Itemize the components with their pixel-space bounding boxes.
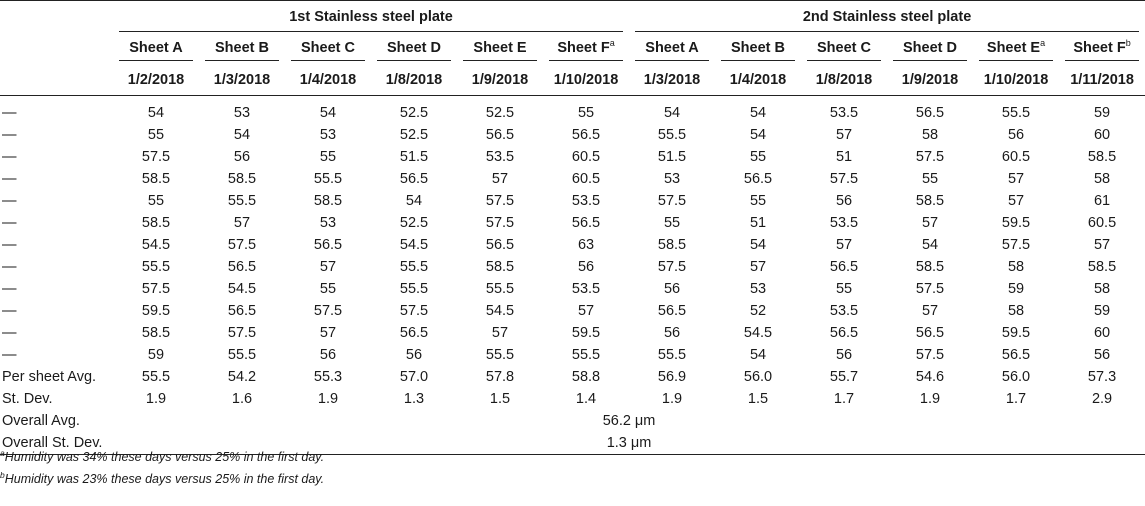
table-cell: 55.5 bbox=[485, 347, 515, 363]
sheet-name bbox=[119, 40, 193, 61]
table-cell: 52 bbox=[749, 303, 767, 319]
table-cell: 58.5 bbox=[141, 325, 171, 341]
sheet-name bbox=[635, 40, 709, 61]
table-cell: 59.5 bbox=[1001, 325, 1031, 341]
sheet-name bbox=[807, 40, 881, 61]
table-cell: 54 bbox=[749, 105, 767, 121]
table-cell: 57 bbox=[1093, 237, 1111, 253]
table-cell: 57 bbox=[749, 259, 767, 275]
table-cell: 58.8 bbox=[571, 369, 601, 385]
table-cell: 54 bbox=[921, 237, 939, 253]
table-cell: 56 bbox=[1093, 347, 1111, 363]
table-cell: 53 bbox=[663, 171, 681, 187]
table-cell: 58 bbox=[1093, 171, 1111, 187]
table-cell: 56.5 bbox=[313, 237, 343, 253]
row-label: — bbox=[2, 237, 17, 253]
row-label: Per sheet Avg. bbox=[2, 369, 97, 385]
sheet-header bbox=[113, 35, 199, 65]
sheet-name-text: Sheet F bbox=[1073, 39, 1126, 56]
table-cell: 51.5 bbox=[657, 149, 687, 165]
table-cell: 57 bbox=[835, 127, 853, 143]
table-cell: 55.7 bbox=[829, 369, 859, 385]
footnote-mark: b bbox=[1125, 37, 1131, 48]
table-cell: 58.5 bbox=[915, 259, 945, 275]
table-cell: 1.6 bbox=[231, 391, 253, 407]
table-cell: 56.9 bbox=[657, 369, 687, 385]
table-row bbox=[0, 344, 1145, 366]
sheet-date: 1/10/2018 bbox=[543, 65, 629, 96]
table-cell: 53 bbox=[319, 127, 337, 143]
table-cell: 56.5 bbox=[227, 303, 257, 319]
row-label: — bbox=[2, 215, 17, 231]
table-cell: 55.5 bbox=[1001, 105, 1031, 121]
group-label-2: 2nd Stainless steel plate bbox=[635, 5, 1139, 32]
table-cell: 55 bbox=[663, 215, 681, 231]
table-cell: 55 bbox=[147, 193, 165, 209]
sheet-name-text: Sheet E bbox=[473, 39, 527, 56]
table-cell: 57 bbox=[319, 325, 337, 341]
table-cell: 56 bbox=[233, 149, 251, 165]
row-label: — bbox=[2, 281, 17, 297]
sheet-name bbox=[205, 40, 279, 61]
sheet-name bbox=[549, 37, 623, 61]
table-cell: 56 bbox=[835, 193, 853, 209]
table-cell: 56 bbox=[1007, 127, 1025, 143]
table-cell: 58 bbox=[1007, 259, 1025, 275]
table-cell: 1.5 bbox=[747, 391, 769, 407]
group-header-2 bbox=[629, 1, 1145, 36]
table-row bbox=[0, 96, 1145, 125]
group-header-1 bbox=[113, 1, 629, 36]
sheet-name-text: Sheet B bbox=[215, 39, 269, 56]
table-cell: 63 bbox=[577, 237, 595, 253]
sheet-header bbox=[715, 35, 801, 65]
table-cell: 54.5 bbox=[227, 281, 257, 297]
table-cell: 57 bbox=[921, 215, 939, 231]
table-cell: 57 bbox=[233, 215, 251, 231]
table-cell: 56.5 bbox=[399, 325, 429, 341]
table-cell: 54 bbox=[233, 127, 251, 143]
table-cell: 55 bbox=[319, 149, 337, 165]
sheet-date: 1/9/2018 bbox=[887, 65, 973, 96]
table-cell: 55 bbox=[577, 105, 595, 121]
sheet-name bbox=[377, 40, 451, 61]
row-label: — bbox=[2, 149, 17, 165]
group-label-1: 1st Stainless steel plate bbox=[119, 5, 623, 32]
sheet-name bbox=[893, 40, 967, 61]
table-cell: 53 bbox=[749, 281, 767, 297]
table-cell: 56.5 bbox=[485, 127, 515, 143]
sheet-header bbox=[199, 35, 285, 65]
table-cell: 53.5 bbox=[829, 303, 859, 319]
table-cell: 57.5 bbox=[141, 149, 171, 165]
table-cell: 56 bbox=[663, 325, 681, 341]
table-cell: 55 bbox=[147, 127, 165, 143]
table-cell: 56.5 bbox=[915, 105, 945, 121]
table-cell: 60.5 bbox=[571, 149, 601, 165]
table-cell: 56.5 bbox=[829, 259, 859, 275]
table-cell: 57.8 bbox=[485, 369, 515, 385]
table-cell: 53 bbox=[233, 105, 251, 121]
sheet-date: 1/3/2018 bbox=[629, 65, 715, 96]
table-cell: 57.5 bbox=[399, 303, 429, 319]
table-cell: 55.5 bbox=[485, 281, 515, 297]
group-header-row bbox=[0, 1, 1145, 36]
table-cell: 52.5 bbox=[399, 215, 429, 231]
table-cell: 57.5 bbox=[485, 215, 515, 231]
table-cell: 58.5 bbox=[1087, 149, 1117, 165]
table-cell: 1.9 bbox=[919, 391, 941, 407]
table-cell: 59.5 bbox=[571, 325, 601, 341]
table-cell: 58 bbox=[921, 127, 939, 143]
row-label: St. Dev. bbox=[2, 391, 53, 407]
table-cell: 57 bbox=[491, 171, 509, 187]
table-row bbox=[0, 322, 1145, 344]
overall-row bbox=[0, 410, 1145, 432]
row-label: — bbox=[2, 347, 17, 363]
sheet-name-text: Sheet E bbox=[986, 39, 1041, 56]
table-cell: 54.2 bbox=[227, 369, 257, 385]
table-cell: 1.9 bbox=[661, 391, 683, 407]
corner-cell bbox=[0, 1, 113, 36]
table-row bbox=[0, 190, 1145, 212]
sheet-name-text: Sheet B bbox=[731, 39, 786, 56]
table-cell: 55.5 bbox=[571, 347, 601, 363]
table-cell: 58.5 bbox=[141, 215, 171, 231]
sheet-name bbox=[463, 40, 537, 61]
overall-value: 1.3 μm bbox=[113, 432, 1145, 455]
table-cell: 56.0 bbox=[743, 369, 773, 385]
sheet-name-text: Sheet C bbox=[301, 39, 355, 56]
table-cell: 57 bbox=[319, 259, 337, 275]
table-cell: 55.5 bbox=[141, 369, 171, 385]
table-cell: 53.5 bbox=[829, 105, 859, 121]
table-cell: 60 bbox=[1093, 325, 1111, 341]
table-cell: 59 bbox=[1007, 281, 1025, 297]
table-cell: 56 bbox=[577, 259, 595, 275]
sheet-header bbox=[1059, 35, 1145, 65]
table-cell: 56.5 bbox=[657, 303, 687, 319]
table-cell: 57.5 bbox=[915, 149, 945, 165]
table-cell: 57 bbox=[921, 303, 939, 319]
table-cell: 52.5 bbox=[485, 105, 515, 121]
table-row bbox=[0, 388, 1145, 410]
table-cell: 57 bbox=[1007, 193, 1025, 209]
table-cell: 57.5 bbox=[227, 237, 257, 253]
table-cell: 57.5 bbox=[915, 347, 945, 363]
table-cell: 55 bbox=[749, 149, 767, 165]
table-cell: 53.5 bbox=[571, 193, 601, 209]
table-cell: 58.5 bbox=[485, 259, 515, 275]
row-label: — bbox=[2, 105, 17, 121]
table-cell: 54.5 bbox=[485, 303, 515, 319]
sheet-date: 1/4/2018 bbox=[715, 65, 801, 96]
table-cell: 1.9 bbox=[145, 391, 167, 407]
table-cell: 1.9 bbox=[317, 391, 339, 407]
row-label: — bbox=[2, 171, 17, 187]
row-label: — bbox=[2, 303, 17, 319]
table-cell: 60.5 bbox=[1001, 149, 1031, 165]
table-cell: 55 bbox=[749, 193, 767, 209]
table-cell: 57.5 bbox=[141, 281, 171, 297]
table-cell: 55.5 bbox=[227, 193, 257, 209]
table-cell: 56 bbox=[663, 281, 681, 297]
table-cell: 58.5 bbox=[141, 171, 171, 187]
table-cell: 55.5 bbox=[657, 347, 687, 363]
sheet-header bbox=[801, 35, 887, 65]
table-cell: 58 bbox=[1093, 281, 1111, 297]
table-cell: 55.5 bbox=[141, 259, 171, 275]
sheet-header bbox=[629, 35, 715, 65]
table-cell: 59.5 bbox=[141, 303, 171, 319]
row-label: — bbox=[2, 259, 17, 275]
table-cell: 57.3 bbox=[1087, 369, 1117, 385]
sheet-header bbox=[285, 35, 371, 65]
table-cell: 53.5 bbox=[571, 281, 601, 297]
table-header bbox=[0, 1, 1145, 96]
table-row bbox=[0, 168, 1145, 190]
sheet-name-text: Sheet F bbox=[557, 39, 610, 56]
corner-cell bbox=[0, 65, 113, 96]
sheet-name bbox=[291, 40, 365, 61]
table-cell: 54 bbox=[147, 105, 165, 121]
table-cell: 56.5 bbox=[485, 237, 515, 253]
table-cell: 57 bbox=[835, 237, 853, 253]
table-cell: 56.5 bbox=[829, 325, 859, 341]
table-cell: 54 bbox=[405, 193, 423, 209]
footnote-mark: b bbox=[0, 469, 5, 480]
table-cell: 1.7 bbox=[833, 391, 855, 407]
footnote-text: Humidity was 23% these days versus 25% in the first day. bbox=[4, 472, 325, 486]
table-cell: 54 bbox=[319, 105, 337, 121]
table-cell: 55 bbox=[921, 171, 939, 187]
row-label: — bbox=[2, 193, 17, 209]
row-label: — bbox=[2, 325, 17, 341]
footnote-mark: a bbox=[0, 447, 5, 458]
table-cell: 54.5 bbox=[141, 237, 171, 253]
table-row bbox=[0, 366, 1145, 388]
table-row bbox=[0, 146, 1145, 168]
table-row bbox=[0, 256, 1145, 278]
table-cell: 55.3 bbox=[313, 369, 343, 385]
table-cell: 2.9 bbox=[1091, 391, 1113, 407]
table-cell: 56 bbox=[405, 347, 423, 363]
sheet-header bbox=[543, 35, 629, 65]
table-cell: 56.5 bbox=[743, 171, 773, 187]
table-cell: 60.5 bbox=[1087, 215, 1117, 231]
table-cell: 56.5 bbox=[1001, 347, 1031, 363]
table-cell: 60.5 bbox=[571, 171, 601, 187]
table-cell: 52.5 bbox=[399, 127, 429, 143]
table-cell: 57 bbox=[1007, 171, 1025, 187]
table-cell: 56 bbox=[319, 347, 337, 363]
sheet-date: 1/10/2018 bbox=[973, 65, 1059, 96]
table-cell: 55.5 bbox=[399, 259, 429, 275]
sheet-header bbox=[973, 35, 1059, 65]
sheet-date: 1/8/2018 bbox=[801, 65, 887, 96]
table-row bbox=[0, 300, 1145, 322]
table-cell: 54.5 bbox=[743, 325, 773, 341]
table-row bbox=[0, 278, 1145, 300]
table-cell: 54 bbox=[749, 347, 767, 363]
footnote-b bbox=[0, 469, 325, 486]
sheet-name-text: Sheet D bbox=[387, 39, 441, 56]
table-cell: 55.5 bbox=[399, 281, 429, 297]
table-cell: 56.5 bbox=[915, 325, 945, 341]
table-cell: 56.5 bbox=[227, 259, 257, 275]
table-cell: 53.5 bbox=[829, 215, 859, 231]
table-cell: 58.5 bbox=[227, 171, 257, 187]
table-cell: 57.5 bbox=[485, 193, 515, 209]
sheet-name bbox=[1065, 37, 1139, 61]
table-row bbox=[0, 212, 1145, 234]
footnote-text: Humidity was 34% these days versus 25% in the first day. bbox=[4, 450, 325, 464]
date-header-row bbox=[0, 65, 1145, 96]
table-body bbox=[0, 96, 1145, 455]
table-cell: 52.5 bbox=[399, 105, 429, 121]
table-cell: 55.5 bbox=[227, 347, 257, 363]
table-cell: 1.7 bbox=[1005, 391, 1027, 407]
table-cell: 54 bbox=[663, 105, 681, 121]
corner-cell bbox=[0, 35, 113, 65]
table-cell: 56.5 bbox=[399, 171, 429, 187]
table-cell: 56.0 bbox=[1001, 369, 1031, 385]
table-cell: 58.5 bbox=[657, 237, 687, 253]
table-cell: 51 bbox=[749, 215, 767, 231]
table-cell: 57.5 bbox=[313, 303, 343, 319]
table-cell: 1.5 bbox=[489, 391, 511, 407]
table-cell: 57 bbox=[577, 303, 595, 319]
table-cell: 56 bbox=[835, 347, 853, 363]
sheet-date: 1/11/2018 bbox=[1059, 65, 1145, 96]
table-cell: 55 bbox=[835, 281, 853, 297]
table-cell: 57.5 bbox=[227, 325, 257, 341]
sheet-date: 1/9/2018 bbox=[457, 65, 543, 96]
table-cell: 57 bbox=[491, 325, 509, 341]
sheet-date: 1/2/2018 bbox=[113, 65, 199, 96]
row-label: — bbox=[2, 127, 17, 143]
table-cell: 1.4 bbox=[575, 391, 597, 407]
table-cell: 57.5 bbox=[829, 171, 859, 187]
sheet-header bbox=[457, 35, 543, 65]
table-cell: 55.5 bbox=[657, 127, 687, 143]
footnote-mark: a bbox=[609, 37, 615, 48]
sheet-date: 1/8/2018 bbox=[371, 65, 457, 96]
table-cell: 51 bbox=[835, 149, 853, 165]
footnote-a bbox=[0, 447, 325, 464]
sheet-name-text: Sheet D bbox=[903, 39, 958, 56]
table-cell: 57.5 bbox=[915, 281, 945, 297]
sheet-name-text: Sheet C bbox=[817, 39, 872, 56]
table-cell: 54.6 bbox=[915, 369, 945, 385]
sheet-name-text: Sheet A bbox=[129, 39, 183, 56]
table-row bbox=[0, 124, 1145, 146]
table-cell: 61 bbox=[1093, 193, 1111, 209]
table-cell: 58.5 bbox=[915, 193, 945, 209]
table-cell: 55.5 bbox=[313, 171, 343, 187]
table-cell: 54 bbox=[749, 237, 767, 253]
table-cell: 57.5 bbox=[657, 259, 687, 275]
footnote-mark: a bbox=[1040, 37, 1046, 48]
row-label: Overall Avg. bbox=[2, 413, 80, 429]
sheet-date: 1/3/2018 bbox=[199, 65, 285, 96]
sheet-name bbox=[979, 37, 1053, 61]
sheet-header bbox=[371, 35, 457, 65]
table-cell: 51.5 bbox=[399, 149, 429, 165]
table-cell: 54.5 bbox=[399, 237, 429, 253]
sheet-name-text: Sheet A bbox=[645, 39, 699, 56]
table-cell: 59 bbox=[147, 347, 165, 363]
table-cell: 53.5 bbox=[485, 149, 515, 165]
table-cell: 54 bbox=[749, 127, 767, 143]
table-cell: 1.3 bbox=[403, 391, 425, 407]
table-cell: 57.0 bbox=[399, 369, 429, 385]
sheet-date: 1/4/2018 bbox=[285, 65, 371, 96]
table-cell: 60 bbox=[1093, 127, 1111, 143]
table-cell: 57.5 bbox=[1001, 237, 1031, 253]
table-cell: 58.5 bbox=[1087, 259, 1117, 275]
table-cell: 57.5 bbox=[657, 193, 687, 209]
sheet-header bbox=[887, 35, 973, 65]
table-cell: 59 bbox=[1093, 105, 1111, 121]
table-cell: 58.5 bbox=[313, 193, 343, 209]
row-label: Overall St. Dev. bbox=[0, 432, 113, 455]
table-cell: 53 bbox=[319, 215, 337, 231]
table-cell: 56.5 bbox=[571, 127, 601, 143]
sheet-header-row bbox=[0, 35, 1145, 65]
sheet-name bbox=[721, 40, 795, 61]
table-cell: 56.5 bbox=[571, 215, 601, 231]
table-row bbox=[0, 234, 1145, 256]
table-cell: 59 bbox=[1093, 303, 1111, 319]
table-cell: 58 bbox=[1007, 303, 1025, 319]
table-cell: 55 bbox=[319, 281, 337, 297]
table-cell: 59.5 bbox=[1001, 215, 1031, 231]
overall-value: 56.2 μm bbox=[602, 413, 656, 429]
